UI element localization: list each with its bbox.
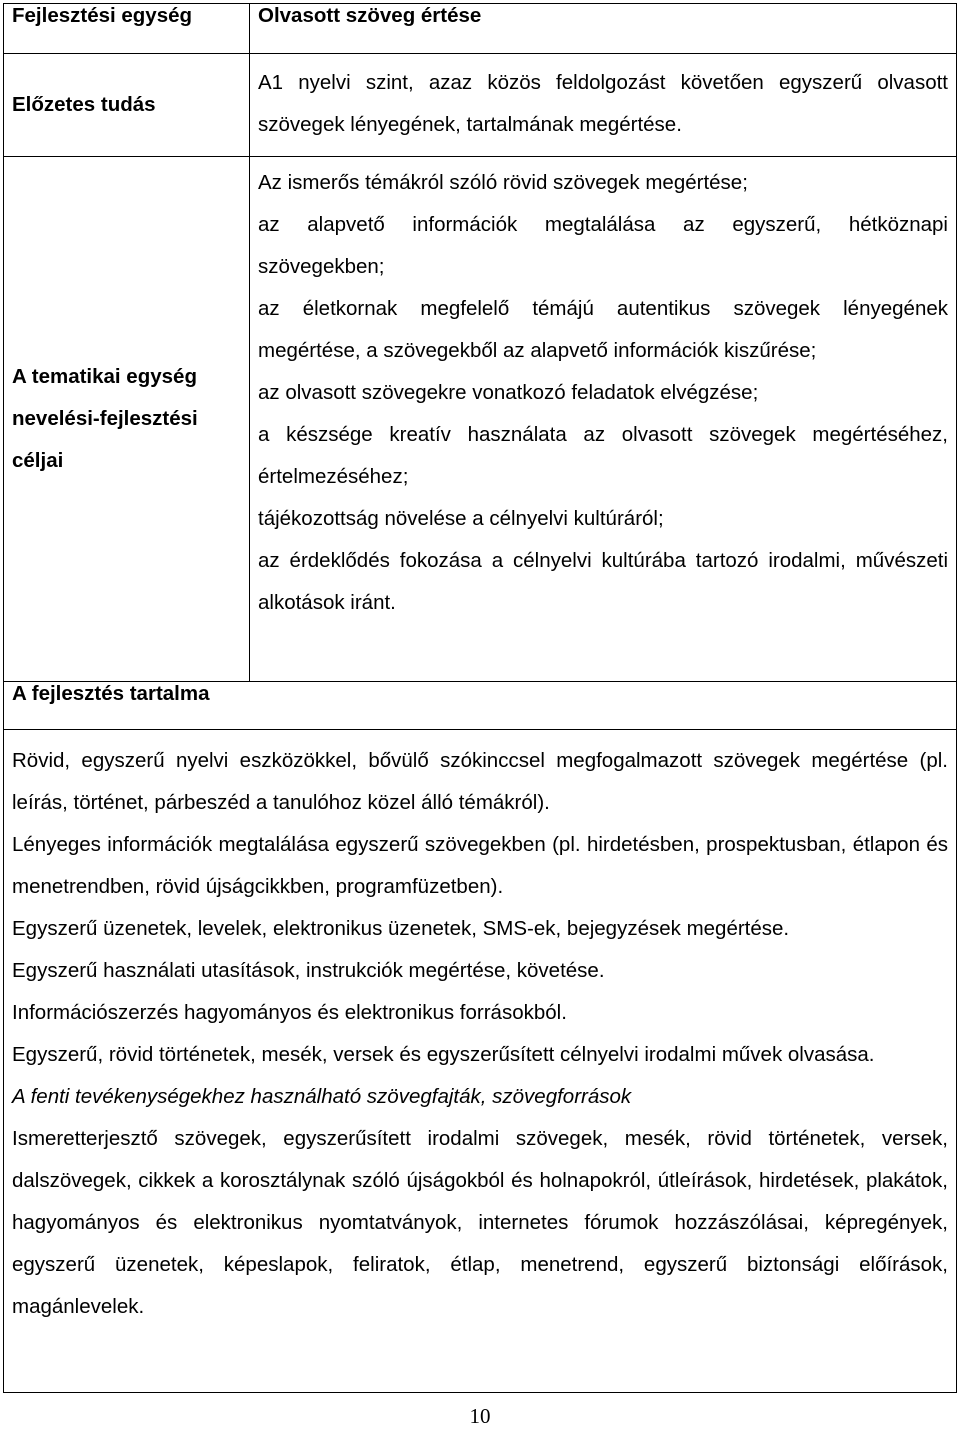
row-content-heading: [4, 682, 957, 730]
curriculum-table: [3, 3, 957, 1393]
goals-label-text: A tematikai egység nevelési-fejlesztési céljai: [12, 365, 198, 472]
goal-item: az alapvető információk megtalálása az egyszerű, hétköznapi szövegekben;: [258, 213, 948, 278]
label-goals: [4, 157, 250, 682]
text-types-subheading: A fenti tevékenységekhez használható szövegfajták, szövegforrások: [12, 1085, 632, 1108]
row-prior-knowledge: [4, 54, 957, 157]
content-item: Egyszerű használati utasítások, instrukciók megértése, követése.: [12, 959, 605, 982]
goal-item: Az ismerős témákról szóló rövid szövegek megértése;: [258, 171, 748, 194]
goal-item: tájékozottság növelése a célnyelvi kultúráról;: [258, 507, 664, 530]
page-number: 10: [469, 1404, 491, 1428]
row-content: [4, 730, 957, 1393]
label-content: A fejlesztés tartalma: [4, 682, 957, 730]
goal-item: az életkornak megfelelő témájú autentikus szövegek lényegének megértése, a szövegekből az alapvető információk kiszűrése;: [258, 297, 948, 362]
content-item: Egyszerű üzenetek, levelek, elektronikus üzenetek, SMS-ek, bejegyzések megértése.: [12, 917, 790, 940]
label-development-unit: Fejlesztési egység: [4, 4, 250, 54]
text-sources: Ismeretterjesztő szövegek, egyszerűsített irodalmi szövegek, mesék, rövid történetek, versek, dalszövegek, cikkek a korosztálynak szóló újságokból és holnapokról, útleírások, hirdetések, plakátok, hagyományos és elektronikus nyomtatványok, internetes fórumok hozzászólásai, képregények, egyszerű üzenetek, képeslapok, feliratok, étlap, menetrend, egyszerű biztonsági előírások, magánlevelek.: [12, 1127, 948, 1318]
content-item: Információszerzés hagyományos és elektronikus forrásokból.: [12, 1001, 567, 1024]
content-item: Egyszerű, rövid történetek, mesék, versek és egyszerűsített célnyelvi irodalmi művek olvasása.: [12, 1043, 875, 1066]
goal-item: az érdeklődés fokozása a célnyelvi kultúrába tartozó irodalmi, művészeti alkotások iránt.: [258, 549, 948, 614]
prior-knowledge-text: A1 nyelvi szint, azaz közös feldolgozást követően egyszerű olvasott szövegek lényegének, tartalmának megértése.: [258, 71, 948, 136]
value-development-unit: Olvasott szöveg értése: [250, 4, 957, 54]
value-content: [4, 730, 957, 1393]
value-goals: [250, 157, 957, 682]
row-goals: [4, 157, 957, 682]
goal-item: az olvasott szövegekre vonatkozó feladatok elvégzése;: [258, 381, 759, 404]
label-prior-knowledge: Előzetes tudás: [4, 54, 250, 157]
content-item: Rövid, egyszerű nyelvi eszközökkel, bővülő szókinccsel megfogalmazott szövegek megértése (pl. leírás, történet, párbeszéd a tanulóhoz közel álló témákról).: [12, 749, 948, 814]
goal-item: a készsége kreatív használata az olvasott szövegek megértéséhez, értelmezéséhez;: [258, 423, 948, 488]
content-item: Lényeges információk megtalálása egyszerű szövegekben (pl. hirdetésben, prospektusban, étlapon és menetrendben, rövid újságcikkben, programfüzetben).: [12, 833, 948, 898]
value-prior-knowledge: [250, 54, 957, 157]
row-development-unit: [4, 4, 957, 54]
